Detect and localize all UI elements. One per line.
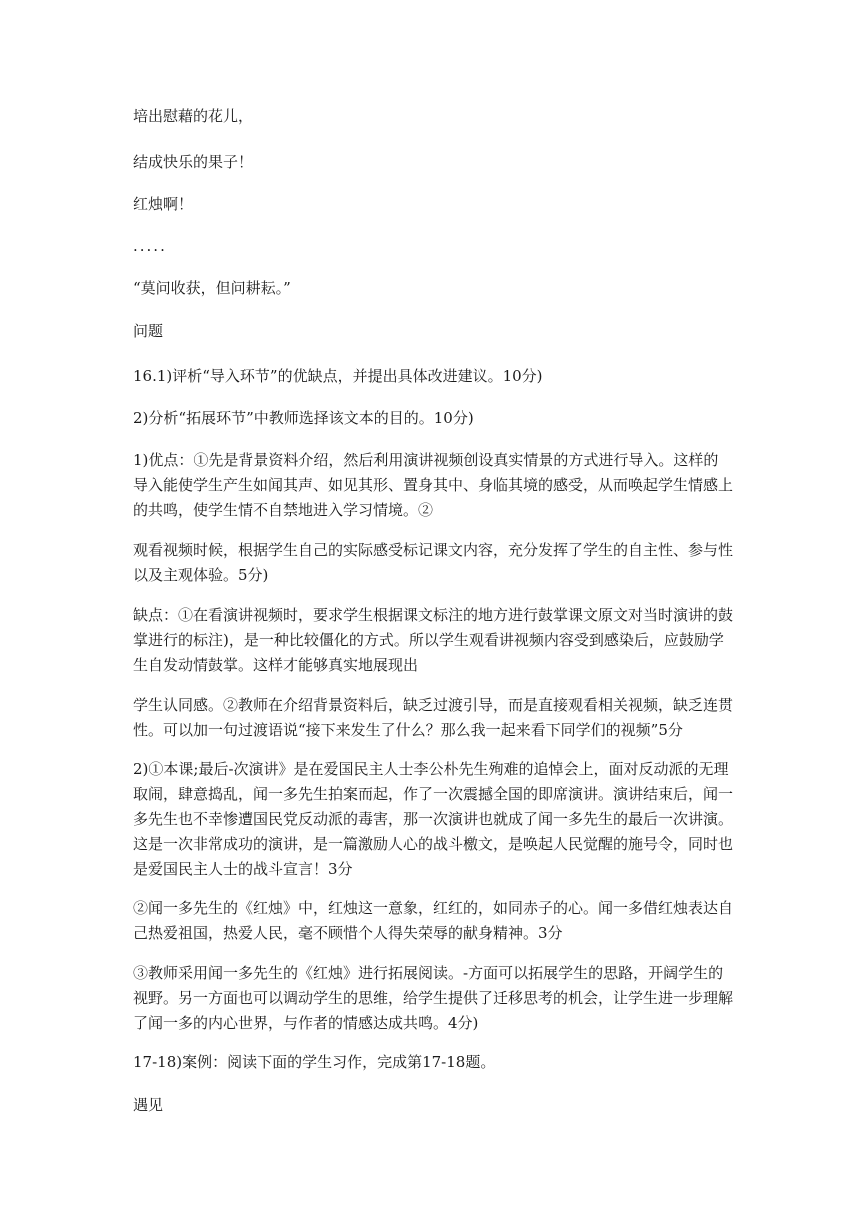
essay-title: 遇见	[133, 1096, 164, 1114]
answer-2-point-3: ③教师采用闻一多先生的《红烛》进行拓展阅读。-方面可以拓展学生的思路，开阔学生的视野。另一方面也可以调动学生的思维，给学生提供了迁移思考的机会，让学生进一步理解了闻一多的内心世界，与作者的情感达成共鸣。4分)	[133, 964, 734, 1032]
question-16-2: 2)分析“拓展环节”中教师选择该文本的目的。10分)	[133, 409, 474, 427]
answer-disadvantages: 缺点：①在看演讲视频时，要求学生根据课文标注的地方进行鼓掌课文原文对当时演讲的鼓掌进行的标注)，是一种比较僵化的方式。所以学生观看讲视频内容受到感染后，应鼓励学生自发动情鼓掌。这样才能够真实地展现出	[133, 606, 734, 674]
question-16-1: 16.1)评析“导入环节”的优缺点，并提出具体改进建议。10分)	[133, 367, 543, 385]
quote-line: “莫问收获，但问耕耘。”	[133, 279, 291, 297]
poem-line-1: 培出慰藉的花儿，	[133, 107, 254, 125]
question-17-18-intro: 17-18)案例：阅读下面的学生习作，完成第17-18题。	[133, 1053, 496, 1071]
answer-2-point-1: 2)①本课;最后-次演讲》是在爱国民主人士李公朴先生殉难的追悼会上，面对反动派的无理取闹，肆意捣乱，闻一多先生拍案而起，作了一次震撼全国的即席演讲。演讲结束后，闻一多先生也不幸惨遭国民党反动派的毒害，那一次演讲也就成了闻一多先生的最后一次讲演。这是一次非常成功的演讲，是一篇激励人心的战斗檄文，是唤起人民觉醒的施号令，同时也是爱国民主人士的战斗宣言！3分	[133, 760, 734, 878]
answer-advantages: 1)优点：①先是背景资料介绍，然后利用演讲视频创设真实情景的方式进行导入。这样的导入能使学生产生如闻其声、如见其形、置身其中、身临其境的感受，从而唤起学生情感上的共鸣，使学生情不自禁地进入学习情境。②	[133, 451, 734, 519]
section-heading-questions: 问题	[133, 322, 164, 340]
ellipsis: .....	[133, 237, 167, 255]
poem-line-2: 结成快乐的果子！	[133, 153, 254, 171]
answer-advantages-cont: 观看视频时候，根据学生自己的实际感受标记课文内容，充分发挥了学生的自主性、参与性以及主观体验。5分)	[133, 541, 734, 584]
answer-disadvantages-cont: 学生认同感。②教师在介绍背景资料后，缺乏过渡引导，而是直接观看相关视频，缺乏连贯性。可以加一句过渡语说“接下来发生了什么？那么我一起来看下同学们的视频”5分	[133, 696, 734, 739]
poem-line-3: 红烛啊！	[133, 195, 194, 213]
answer-2-point-2: ②闻一多先生的《红烛》中，红烛这一意象，红红的，如同赤子的心。闻一多借红烛表达自己热爱祖国，热爱人民，毫不顾惜个人得失荣辱的献身精神。3分	[133, 899, 734, 942]
